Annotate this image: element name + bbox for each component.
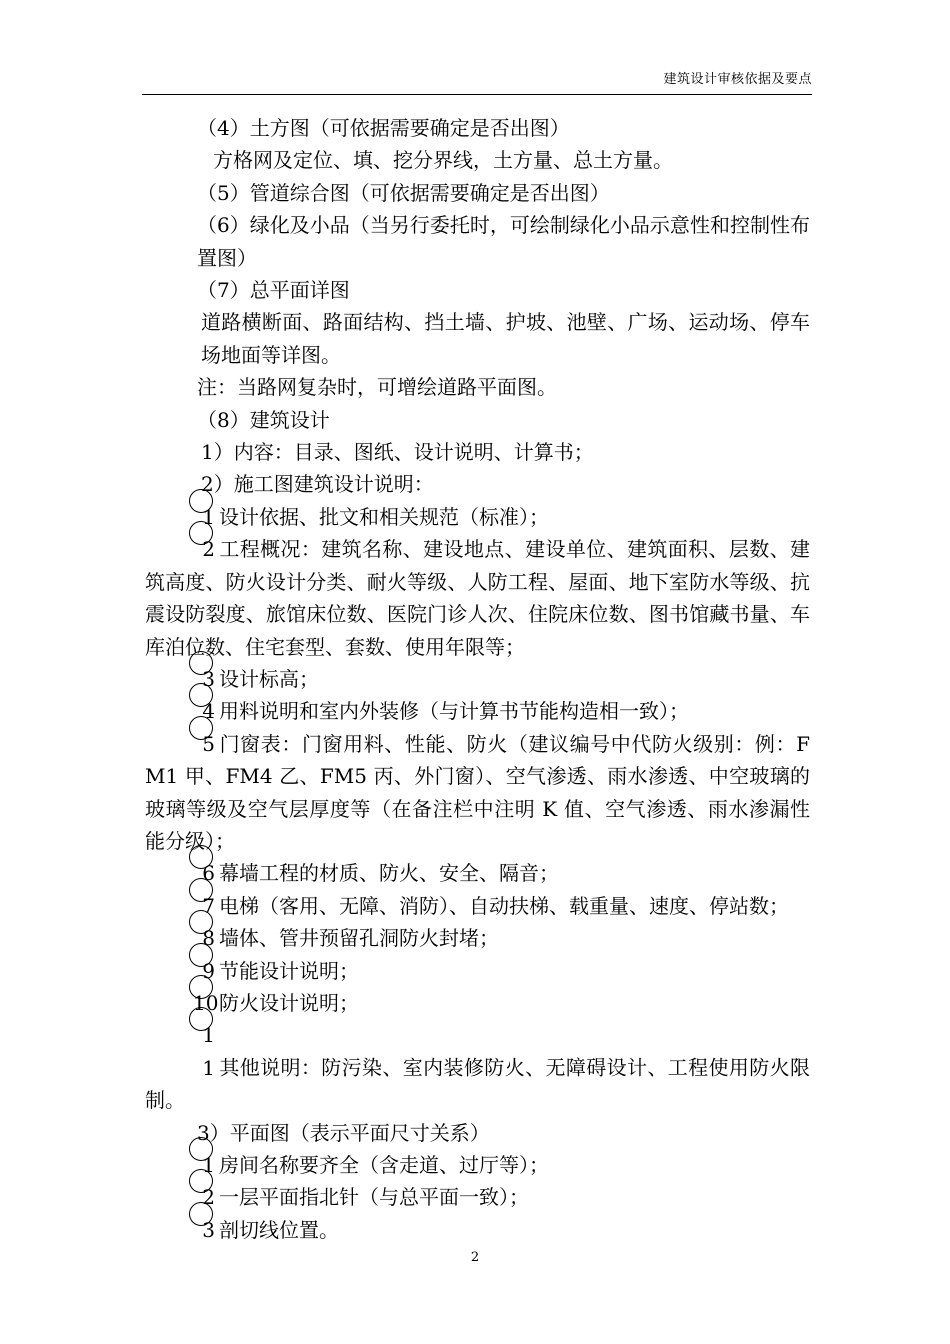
- item-text: 墙体、管井预留孔洞防火封堵；: [219, 926, 499, 951]
- item-text: 电梯（客用、无障、消防）、自动扶梯、载重量、速度、停站数；: [219, 893, 789, 918]
- page-number: 2: [470, 1250, 480, 1265]
- list-a: [145, 501, 810, 1117]
- list-b: [145, 1149, 810, 1246]
- line-road: 道路横断面、路面结构、挡土墙、护坡、池壁、广场、运动场、停车场地面等详图。: [201, 310, 810, 367]
- circle-mark: [189, 716, 213, 740]
- list-item: [145, 501, 810, 533]
- line-content: 1）内容：目录、图纸、设计说明、计算书；: [201, 440, 594, 465]
- item-text: 设计依据、批文和相关规范（标准）；: [219, 504, 549, 529]
- list-item: [145, 663, 810, 695]
- item-number: 2: [193, 1181, 215, 1213]
- item-text: 一层平面指北针（与总平面一致）；: [219, 1185, 529, 1210]
- item-number: 9: [193, 955, 215, 987]
- list-item: [145, 890, 810, 922]
- list-item: [145, 1019, 810, 1116]
- item-text: 节能设计说明；: [219, 958, 359, 983]
- line-green: （6）绿化及小品（当另行委托时，可绘制绿化小品示意性和控制性布置图）: [197, 213, 810, 270]
- list-item: [145, 922, 810, 954]
- item-number: 5: [193, 728, 215, 760]
- list-item: [145, 695, 810, 727]
- line-earthwork: （4）土方图（可依据需要确定是否出图）: [197, 116, 570, 140]
- circle-mark: [189, 943, 213, 967]
- item-number: 2: [193, 533, 215, 565]
- item-number: 3: [193, 1214, 215, 1246]
- item-number: 8: [193, 922, 215, 954]
- circle-mark: [189, 1202, 213, 1226]
- line-desc: 2）施工图建筑设计说明：: [201, 472, 434, 497]
- line-note: 注：当路网复杂时，可增绘道路平面图。: [197, 375, 557, 400]
- item-number: 1: [193, 501, 215, 533]
- item-text: 门窗表：门窗用料、性能、防火（建议编号中代防火级别：例：FM1 甲、FM4 乙、FM5 丙、外门窗）、空气渗透、雨水渗透、中空玻璃的玻璃等级及空气层厚度等（在备注栏中注明 K 值、空气渗透、雨水渗漏性能分级）；: [145, 731, 810, 853]
- circle-mark: [189, 651, 213, 675]
- item-text: 防火设计说明；: [219, 990, 359, 1015]
- list-item: [145, 987, 810, 1019]
- line-arch: （8）建筑设计: [197, 407, 330, 432]
- line-grid: 方格网及定位、填、挖分界线，土方量、总土方量。: [213, 148, 673, 173]
- item-text: 用料说明和室内外装修（与计算书节能构造相一致）；: [219, 699, 689, 724]
- item-number: 10: [193, 987, 215, 1019]
- list-item: [145, 533, 810, 663]
- header-rule: [142, 94, 812, 95]
- item-number: 6: [193, 857, 215, 889]
- list-item: [145, 955, 810, 987]
- circle-mark: [189, 489, 213, 513]
- line-detail: （7）总平面详图: [197, 278, 350, 303]
- circle-mark: [189, 910, 213, 934]
- list-item: [145, 1181, 810, 1213]
- item-number: 4: [193, 695, 215, 727]
- document-body: [145, 112, 810, 1246]
- item-text: 设计标高；: [219, 666, 319, 691]
- list-item: [145, 1214, 810, 1246]
- item-text: 其他说明：防污染、室内装修防火、无障碍设计、工程使用防火限制。: [145, 1055, 810, 1113]
- header-title: 建筑设计审核依据及要点: [663, 72, 812, 87]
- circle-mark: [189, 975, 213, 999]
- line-plan: 3）平面图（表示平面尺寸关系）: [197, 1120, 490, 1145]
- line-pipe: （5）管道综合图（可依据需要确定是否出图）: [197, 180, 610, 205]
- circle-mark: [189, 1137, 213, 1161]
- item-number: 1: [193, 1149, 215, 1181]
- item-text: 房间名称要齐全（含走道、过厅等）；: [219, 1153, 549, 1177]
- item-text: 幕墙工程的材质、防火、安全、隔音；: [219, 861, 559, 886]
- item-text: 工程概况：建筑名称、建设地点、建设单位、建筑面积、层数、建筑高度、防火设计分类、耐火等级、人防工程、屋面、地下室防水等级、抗震设防裂度、旅馆床位数、医院门诊人次、住院床位数、图书馆藏书量、车库泊位数、住宅套型、套数、使用年限等；: [145, 537, 810, 659]
- item-number: 7: [193, 890, 215, 922]
- list-item: [145, 1149, 810, 1181]
- list-item: [145, 728, 810, 858]
- item-number: 11: [193, 1019, 215, 1084]
- item-number: 3: [193, 663, 215, 695]
- circle-mark: [189, 878, 213, 902]
- list-item: [145, 857, 810, 889]
- item-text: 剖切线位置。: [219, 1217, 339, 1242]
